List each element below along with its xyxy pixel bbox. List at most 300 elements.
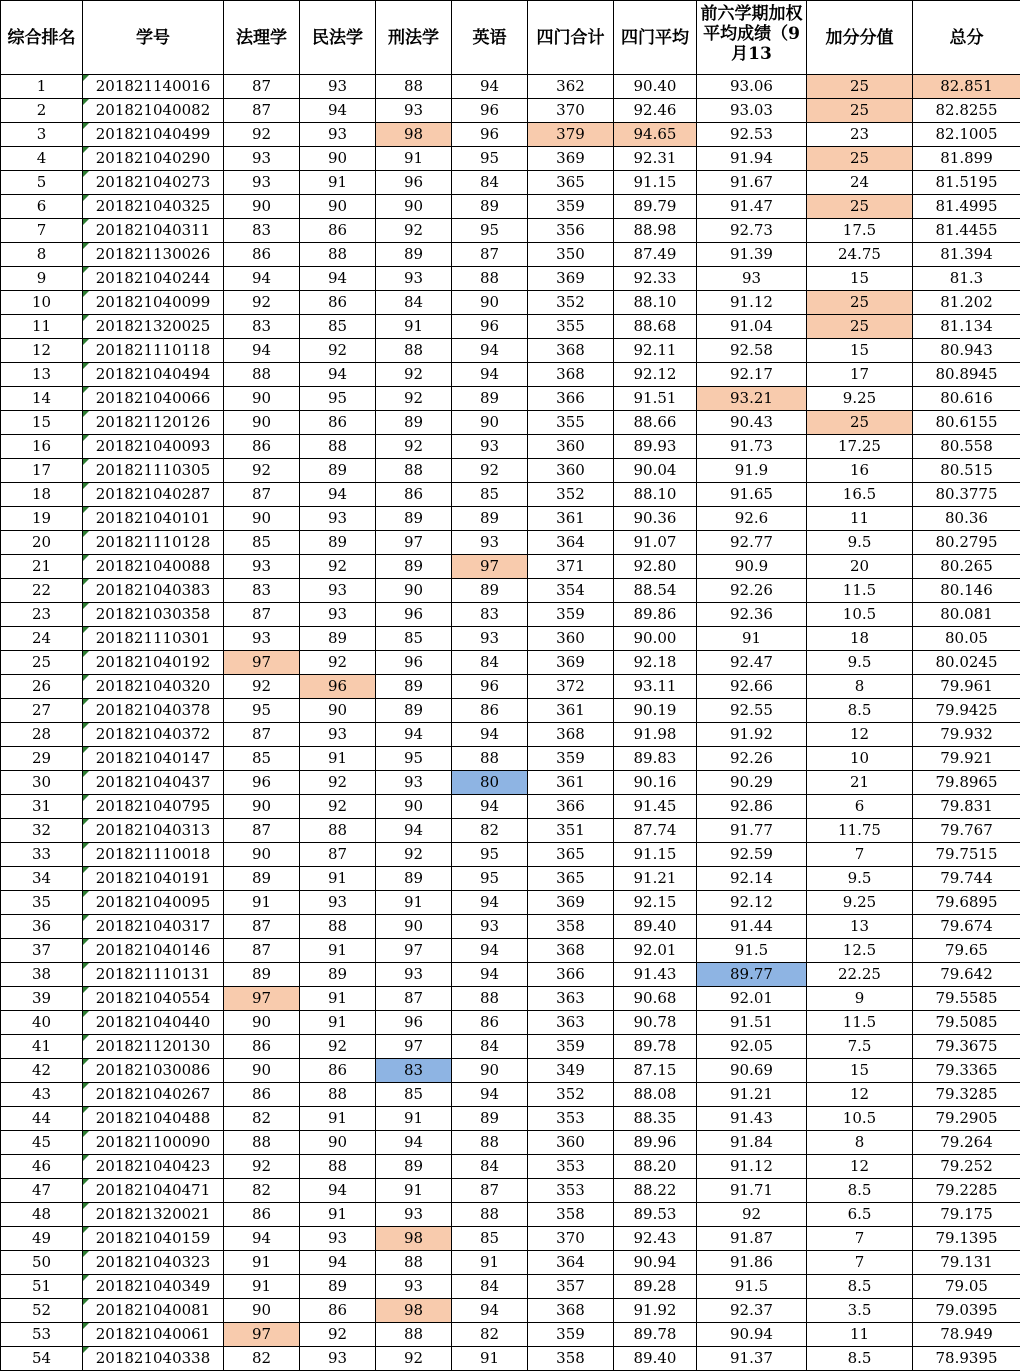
criminal-law-cell[interactable]: 92 xyxy=(376,843,452,867)
civil-law-cell[interactable]: 94 xyxy=(300,483,376,507)
civil-law-cell[interactable]: 93 xyxy=(300,891,376,915)
rank-cell[interactable]: 43 xyxy=(1,1083,83,1107)
civil-law-cell[interactable]: 86 xyxy=(300,291,376,315)
student-id-cell[interactable]: 201821040795 xyxy=(83,795,224,819)
weighted-gpa-cell[interactable]: 91.5 xyxy=(697,939,807,963)
civil-law-cell[interactable]: 90 xyxy=(300,1131,376,1155)
rank-cell[interactable]: 9 xyxy=(1,267,83,291)
weighted-gpa-cell[interactable]: 93.03 xyxy=(697,99,807,123)
student-id-cell[interactable]: 201821320021 xyxy=(83,1203,224,1227)
english-cell[interactable]: 93 xyxy=(452,435,528,459)
bonus-cell[interactable]: 7 xyxy=(807,1227,913,1251)
bonus-cell[interactable]: 11 xyxy=(807,1323,913,1347)
four-total-cell[interactable]: 358 xyxy=(528,915,614,939)
english-cell[interactable]: 88 xyxy=(452,987,528,1011)
total-score-cell[interactable]: 79.3285 xyxy=(913,1083,1020,1107)
four-average-cell[interactable]: 92.46 xyxy=(614,99,697,123)
four-average-cell[interactable]: 91.98 xyxy=(614,723,697,747)
four-total-cell[interactable]: 360 xyxy=(528,459,614,483)
total-score-cell[interactable]: 79.05 xyxy=(913,1275,1020,1299)
student-id-cell[interactable]: 201821040191 xyxy=(83,867,224,891)
jurisprudence-cell[interactable]: 90 xyxy=(224,1059,300,1083)
english-cell[interactable]: 95 xyxy=(452,147,528,171)
four-total-cell[interactable]: 369 xyxy=(528,147,614,171)
criminal-law-cell[interactable]: 88 xyxy=(376,1323,452,1347)
weighted-gpa-cell[interactable]: 93.21 xyxy=(697,387,807,411)
english-cell[interactable]: 92 xyxy=(452,459,528,483)
jurisprudence-cell[interactable]: 92 xyxy=(224,675,300,699)
criminal-law-cell[interactable]: 96 xyxy=(376,651,452,675)
civil-law-cell[interactable]: 88 xyxy=(300,1083,376,1107)
total-score-cell[interactable]: 80.943 xyxy=(913,339,1020,363)
civil-law-cell[interactable]: 88 xyxy=(300,243,376,267)
english-cell[interactable]: 84 xyxy=(452,651,528,675)
four-total-cell[interactable]: 365 xyxy=(528,867,614,891)
weighted-gpa-cell[interactable]: 92.05 xyxy=(697,1035,807,1059)
civil-law-cell[interactable]: 91 xyxy=(300,987,376,1011)
total-score-cell[interactable]: 80.36 xyxy=(913,507,1020,531)
civil-law-cell[interactable]: 94 xyxy=(300,363,376,387)
english-cell[interactable]: 95 xyxy=(452,843,528,867)
english-cell[interactable]: 94 xyxy=(452,339,528,363)
weighted-gpa-cell[interactable]: 91.92 xyxy=(697,723,807,747)
student-id-cell[interactable]: 201821040290 xyxy=(83,147,224,171)
jurisprudence-cell[interactable]: 94 xyxy=(224,267,300,291)
rank-cell[interactable]: 27 xyxy=(1,699,83,723)
student-id-cell[interactable]: 201821040287 xyxy=(83,483,224,507)
weighted-gpa-cell[interactable]: 91.39 xyxy=(697,243,807,267)
total-score-cell[interactable]: 78.9395 xyxy=(913,1347,1020,1371)
jurisprudence-cell[interactable]: 87 xyxy=(224,819,300,843)
bonus-cell[interactable]: 11.5 xyxy=(807,1011,913,1035)
four-average-cell[interactable]: 92.12 xyxy=(614,363,697,387)
student-id-cell[interactable]: 201821040081 xyxy=(83,1299,224,1323)
jurisprudence-cell[interactable]: 91 xyxy=(224,891,300,915)
jurisprudence-cell[interactable]: 85 xyxy=(224,531,300,555)
english-cell[interactable]: 94 xyxy=(452,963,528,987)
total-score-cell[interactable]: 80.05 xyxy=(913,627,1020,651)
civil-law-cell[interactable]: 90 xyxy=(300,699,376,723)
rank-cell[interactable]: 8 xyxy=(1,243,83,267)
civil-law-cell[interactable]: 92 xyxy=(300,771,376,795)
weighted-gpa-cell[interactable]: 90.43 xyxy=(697,411,807,435)
four-average-cell[interactable]: 94.65 xyxy=(614,123,697,147)
jurisprudence-cell[interactable]: 89 xyxy=(224,963,300,987)
weighted-gpa-cell[interactable]: 90.69 xyxy=(697,1059,807,1083)
bonus-cell[interactable]: 12 xyxy=(807,723,913,747)
criminal-law-cell[interactable]: 88 xyxy=(376,459,452,483)
jurisprudence-cell[interactable]: 86 xyxy=(224,435,300,459)
weighted-gpa-cell[interactable]: 92.12 xyxy=(697,891,807,915)
bonus-cell[interactable]: 9.5 xyxy=(807,531,913,555)
four-total-cell[interactable]: 356 xyxy=(528,219,614,243)
rank-cell[interactable]: 47 xyxy=(1,1179,83,1203)
total-score-cell[interactable]: 81.134 xyxy=(913,315,1020,339)
rank-cell[interactable]: 5 xyxy=(1,171,83,195)
jurisprudence-cell[interactable]: 97 xyxy=(224,987,300,1011)
civil-law-cell[interactable]: 90 xyxy=(300,147,376,171)
weighted-gpa-cell[interactable]: 91.44 xyxy=(697,915,807,939)
total-score-cell[interactable]: 81.4455 xyxy=(913,219,1020,243)
jurisprudence-cell[interactable]: 88 xyxy=(224,1131,300,1155)
header-student-id[interactable]: 学号 xyxy=(83,1,224,75)
jurisprudence-cell[interactable]: 87 xyxy=(224,483,300,507)
bonus-cell[interactable]: 8 xyxy=(807,1131,913,1155)
weighted-gpa-cell[interactable]: 91.47 xyxy=(697,195,807,219)
student-id-cell[interactable]: 201821040554 xyxy=(83,987,224,1011)
four-total-cell[interactable]: 352 xyxy=(528,483,614,507)
criminal-law-cell[interactable]: 90 xyxy=(376,195,452,219)
bonus-cell[interactable]: 9.25 xyxy=(807,891,913,915)
civil-law-cell[interactable]: 91 xyxy=(300,1011,376,1035)
criminal-law-cell[interactable]: 93 xyxy=(376,267,452,291)
four-total-cell[interactable]: 351 xyxy=(528,819,614,843)
jurisprudence-cell[interactable]: 90 xyxy=(224,507,300,531)
weighted-gpa-cell[interactable]: 92.59 xyxy=(697,843,807,867)
civil-law-cell[interactable]: 91 xyxy=(300,1107,376,1131)
english-cell[interactable]: 87 xyxy=(452,243,528,267)
civil-law-cell[interactable]: 93 xyxy=(300,603,376,627)
jurisprudence-cell[interactable]: 83 xyxy=(224,315,300,339)
four-total-cell[interactable]: 359 xyxy=(528,1035,614,1059)
rank-cell[interactable]: 54 xyxy=(1,1347,83,1371)
jurisprudence-cell[interactable]: 93 xyxy=(224,147,300,171)
criminal-law-cell[interactable]: 89 xyxy=(376,699,452,723)
student-id-cell[interactable]: 201821040147 xyxy=(83,747,224,771)
civil-law-cell[interactable]: 91 xyxy=(300,747,376,771)
bonus-cell[interactable]: 8 xyxy=(807,675,913,699)
english-cell[interactable]: 88 xyxy=(452,267,528,291)
english-cell[interactable]: 93 xyxy=(452,915,528,939)
criminal-law-cell[interactable]: 89 xyxy=(376,243,452,267)
four-total-cell[interactable]: 370 xyxy=(528,1227,614,1251)
four-average-cell[interactable]: 87.15 xyxy=(614,1059,697,1083)
four-total-cell[interactable]: 362 xyxy=(528,75,614,99)
student-id-cell[interactable]: 201821040317 xyxy=(83,915,224,939)
rank-cell[interactable]: 39 xyxy=(1,987,83,1011)
english-cell[interactable]: 83 xyxy=(452,603,528,627)
header-four-average[interactable]: 四门平均 xyxy=(614,1,697,75)
weighted-gpa-cell[interactable]: 91.71 xyxy=(697,1179,807,1203)
rank-cell[interactable]: 19 xyxy=(1,507,83,531)
jurisprudence-cell[interactable]: 86 xyxy=(224,1035,300,1059)
jurisprudence-cell[interactable]: 82 xyxy=(224,1107,300,1131)
rank-cell[interactable]: 10 xyxy=(1,291,83,315)
bonus-cell[interactable]: 17.5 xyxy=(807,219,913,243)
four-average-cell[interactable]: 89.78 xyxy=(614,1035,697,1059)
rank-cell[interactable]: 22 xyxy=(1,579,83,603)
four-average-cell[interactable]: 90.19 xyxy=(614,699,697,723)
total-score-cell[interactable]: 79.65 xyxy=(913,939,1020,963)
total-score-cell[interactable]: 79.3675 xyxy=(913,1035,1020,1059)
student-id-cell[interactable]: 201821040383 xyxy=(83,579,224,603)
rank-cell[interactable]: 25 xyxy=(1,651,83,675)
four-average-cell[interactable]: 88.22 xyxy=(614,1179,697,1203)
four-total-cell[interactable]: 365 xyxy=(528,171,614,195)
jurisprudence-cell[interactable]: 83 xyxy=(224,579,300,603)
four-total-cell[interactable]: 359 xyxy=(528,603,614,627)
total-score-cell[interactable]: 80.081 xyxy=(913,603,1020,627)
rank-cell[interactable]: 21 xyxy=(1,555,83,579)
rank-cell[interactable]: 18 xyxy=(1,483,83,507)
weighted-gpa-cell[interactable]: 93 xyxy=(697,267,807,291)
rank-cell[interactable]: 28 xyxy=(1,723,83,747)
civil-law-cell[interactable]: 96 xyxy=(300,675,376,699)
bonus-cell[interactable]: 3.5 xyxy=(807,1299,913,1323)
weighted-gpa-cell[interactable]: 92.66 xyxy=(697,675,807,699)
bonus-cell[interactable]: 23 xyxy=(807,123,913,147)
four-average-cell[interactable]: 88.10 xyxy=(614,483,697,507)
bonus-cell[interactable]: 25 xyxy=(807,411,913,435)
english-cell[interactable]: 84 xyxy=(452,1155,528,1179)
four-average-cell[interactable]: 91.92 xyxy=(614,1299,697,1323)
four-average-cell[interactable]: 92.11 xyxy=(614,339,697,363)
criminal-law-cell[interactable]: 89 xyxy=(376,675,452,699)
four-total-cell[interactable]: 363 xyxy=(528,987,614,1011)
bonus-cell[interactable]: 12 xyxy=(807,1155,913,1179)
four-average-cell[interactable]: 89.40 xyxy=(614,1347,697,1371)
rank-cell[interactable]: 1 xyxy=(1,75,83,99)
four-total-cell[interactable]: 363 xyxy=(528,1011,614,1035)
jurisprudence-cell[interactable]: 82 xyxy=(224,1179,300,1203)
weighted-gpa-cell[interactable]: 90.94 xyxy=(697,1323,807,1347)
english-cell[interactable]: 89 xyxy=(452,579,528,603)
bonus-cell[interactable]: 25 xyxy=(807,315,913,339)
total-score-cell[interactable]: 80.3775 xyxy=(913,483,1020,507)
four-total-cell[interactable]: 368 xyxy=(528,939,614,963)
total-score-cell[interactable]: 79.6895 xyxy=(913,891,1020,915)
rank-cell[interactable]: 31 xyxy=(1,795,83,819)
four-total-cell[interactable]: 353 xyxy=(528,1107,614,1131)
weighted-gpa-cell[interactable]: 92.17 xyxy=(697,363,807,387)
header-bonus[interactable]: 加分分值 xyxy=(807,1,913,75)
four-average-cell[interactable]: 93.11 xyxy=(614,675,697,699)
student-id-cell[interactable]: 201821040488 xyxy=(83,1107,224,1131)
four-total-cell[interactable]: 360 xyxy=(528,1131,614,1155)
total-score-cell[interactable]: 80.616 xyxy=(913,387,1020,411)
english-cell[interactable]: 95 xyxy=(452,219,528,243)
criminal-law-cell[interactable]: 96 xyxy=(376,1011,452,1035)
total-score-cell[interactable]: 79.831 xyxy=(913,795,1020,819)
weighted-gpa-cell[interactable]: 92.26 xyxy=(697,747,807,771)
header-english[interactable]: 英语 xyxy=(452,1,528,75)
civil-law-cell[interactable]: 92 xyxy=(300,795,376,819)
civil-law-cell[interactable]: 92 xyxy=(300,339,376,363)
total-score-cell[interactable]: 79.674 xyxy=(913,915,1020,939)
civil-law-cell[interactable]: 88 xyxy=(300,1155,376,1179)
criminal-law-cell[interactable]: 92 xyxy=(376,387,452,411)
jurisprudence-cell[interactable]: 93 xyxy=(224,555,300,579)
four-total-cell[interactable]: 366 xyxy=(528,387,614,411)
four-total-cell[interactable]: 358 xyxy=(528,1347,614,1371)
criminal-law-cell[interactable]: 87 xyxy=(376,987,452,1011)
four-total-cell[interactable]: 361 xyxy=(528,699,614,723)
four-total-cell[interactable]: 369 xyxy=(528,651,614,675)
four-average-cell[interactable]: 91.15 xyxy=(614,171,697,195)
total-score-cell[interactable]: 81.3 xyxy=(913,267,1020,291)
english-cell[interactable]: 89 xyxy=(452,507,528,531)
criminal-law-cell[interactable]: 93 xyxy=(376,99,452,123)
weighted-gpa-cell[interactable]: 92.53 xyxy=(697,123,807,147)
four-average-cell[interactable]: 88.20 xyxy=(614,1155,697,1179)
weighted-gpa-cell[interactable]: 91.51 xyxy=(697,1011,807,1035)
weighted-gpa-cell[interactable]: 90.29 xyxy=(697,771,807,795)
criminal-law-cell[interactable]: 98 xyxy=(376,123,452,147)
student-id-cell[interactable]: 201821040066 xyxy=(83,387,224,411)
civil-law-cell[interactable]: 89 xyxy=(300,459,376,483)
header-jurisprudence[interactable]: 法理学 xyxy=(224,1,300,75)
jurisprudence-cell[interactable]: 95 xyxy=(224,699,300,723)
four-total-cell[interactable]: 358 xyxy=(528,1203,614,1227)
four-average-cell[interactable]: 91.45 xyxy=(614,795,697,819)
four-average-cell[interactable]: 92.18 xyxy=(614,651,697,675)
four-average-cell[interactable]: 92.80 xyxy=(614,555,697,579)
jurisprudence-cell[interactable]: 85 xyxy=(224,747,300,771)
jurisprudence-cell[interactable]: 90 xyxy=(224,411,300,435)
four-total-cell[interactable]: 369 xyxy=(528,267,614,291)
total-score-cell[interactable]: 79.175 xyxy=(913,1203,1020,1227)
jurisprudence-cell[interactable]: 97 xyxy=(224,651,300,675)
total-score-cell[interactable]: 79.264 xyxy=(913,1131,1020,1155)
jurisprudence-cell[interactable]: 82 xyxy=(224,1347,300,1371)
criminal-law-cell[interactable]: 97 xyxy=(376,531,452,555)
header-weighted-gpa[interactable]: 前六学期加权平均成绩（9月13 xyxy=(697,1,807,75)
jurisprudence-cell[interactable]: 91 xyxy=(224,1275,300,1299)
weighted-gpa-cell[interactable]: 91.73 xyxy=(697,435,807,459)
student-id-cell[interactable]: 201821040244 xyxy=(83,267,224,291)
weighted-gpa-cell[interactable]: 92.47 xyxy=(697,651,807,675)
total-score-cell[interactable]: 79.5085 xyxy=(913,1011,1020,1035)
criminal-law-cell[interactable]: 90 xyxy=(376,795,452,819)
english-cell[interactable]: 88 xyxy=(452,1131,528,1155)
four-average-cell[interactable]: 89.78 xyxy=(614,1323,697,1347)
weighted-gpa-cell[interactable]: 93.06 xyxy=(697,75,807,99)
weighted-gpa-cell[interactable]: 92.55 xyxy=(697,699,807,723)
four-average-cell[interactable]: 90.78 xyxy=(614,1011,697,1035)
student-id-cell[interactable]: 201821030358 xyxy=(83,603,224,627)
weighted-gpa-cell[interactable]: 91.77 xyxy=(697,819,807,843)
student-id-cell[interactable]: 201821040093 xyxy=(83,435,224,459)
english-cell[interactable]: 84 xyxy=(452,171,528,195)
weighted-gpa-cell[interactable]: 91.94 xyxy=(697,147,807,171)
criminal-law-cell[interactable]: 98 xyxy=(376,1227,452,1251)
jurisprudence-cell[interactable]: 87 xyxy=(224,915,300,939)
weighted-gpa-cell[interactable]: 92.37 xyxy=(697,1299,807,1323)
four-total-cell[interactable]: 369 xyxy=(528,891,614,915)
rank-cell[interactable]: 50 xyxy=(1,1251,83,1275)
header-four-total[interactable]: 四门合计 xyxy=(528,1,614,75)
civil-law-cell[interactable]: 86 xyxy=(300,219,376,243)
civil-law-cell[interactable]: 93 xyxy=(300,1347,376,1371)
english-cell[interactable]: 95 xyxy=(452,867,528,891)
rank-cell[interactable]: 20 xyxy=(1,531,83,555)
bonus-cell[interactable]: 11 xyxy=(807,507,913,531)
rank-cell[interactable]: 34 xyxy=(1,867,83,891)
total-score-cell[interactable]: 79.3365 xyxy=(913,1059,1020,1083)
four-total-cell[interactable]: 372 xyxy=(528,675,614,699)
four-total-cell[interactable]: 361 xyxy=(528,507,614,531)
weighted-gpa-cell[interactable]: 92.14 xyxy=(697,867,807,891)
bonus-cell[interactable]: 16.5 xyxy=(807,483,913,507)
weighted-gpa-cell[interactable]: 92.73 xyxy=(697,219,807,243)
student-id-cell[interactable]: 201821040437 xyxy=(83,771,224,795)
jurisprudence-cell[interactable]: 90 xyxy=(224,195,300,219)
four-total-cell[interactable]: 350 xyxy=(528,243,614,267)
civil-law-cell[interactable]: 95 xyxy=(300,387,376,411)
four-total-cell[interactable]: 359 xyxy=(528,1323,614,1347)
bonus-cell[interactable]: 12 xyxy=(807,1083,913,1107)
criminal-law-cell[interactable]: 92 xyxy=(376,363,452,387)
civil-law-cell[interactable]: 86 xyxy=(300,1299,376,1323)
bonus-cell[interactable]: 16 xyxy=(807,459,913,483)
total-score-cell[interactable]: 78.949 xyxy=(913,1323,1020,1347)
total-score-cell[interactable]: 82.1005 xyxy=(913,123,1020,147)
criminal-law-cell[interactable]: 91 xyxy=(376,315,452,339)
total-score-cell[interactable]: 80.8945 xyxy=(913,363,1020,387)
student-id-cell[interactable]: 201821040061 xyxy=(83,1323,224,1347)
english-cell[interactable]: 94 xyxy=(452,363,528,387)
english-cell[interactable]: 94 xyxy=(452,1299,528,1323)
header-rank[interactable]: 综合排名 xyxy=(1,1,83,75)
criminal-law-cell[interactable]: 91 xyxy=(376,891,452,915)
student-id-cell[interactable]: 201821040311 xyxy=(83,219,224,243)
criminal-law-cell[interactable]: 93 xyxy=(376,1275,452,1299)
civil-law-cell[interactable]: 93 xyxy=(300,579,376,603)
student-id-cell[interactable]: 201821110301 xyxy=(83,627,224,651)
total-score-cell[interactable]: 82.851 xyxy=(913,75,1020,99)
english-cell[interactable]: 89 xyxy=(452,1107,528,1131)
english-cell[interactable]: 89 xyxy=(452,387,528,411)
total-score-cell[interactable]: 79.921 xyxy=(913,747,1020,771)
four-total-cell[interactable]: 355 xyxy=(528,315,614,339)
jurisprudence-cell[interactable]: 92 xyxy=(224,291,300,315)
student-id-cell[interactable]: 201821140016 xyxy=(83,75,224,99)
jurisprudence-cell[interactable]: 83 xyxy=(224,219,300,243)
english-cell[interactable]: 91 xyxy=(452,1347,528,1371)
criminal-law-cell[interactable]: 93 xyxy=(376,771,452,795)
student-id-cell[interactable]: 201821320025 xyxy=(83,315,224,339)
civil-law-cell[interactable]: 93 xyxy=(300,75,376,99)
rank-cell[interactable]: 29 xyxy=(1,747,83,771)
criminal-law-cell[interactable]: 88 xyxy=(376,339,452,363)
rank-cell[interactable]: 42 xyxy=(1,1059,83,1083)
bonus-cell[interactable]: 9 xyxy=(807,987,913,1011)
four-average-cell[interactable]: 91.07 xyxy=(614,531,697,555)
total-score-cell[interactable]: 80.146 xyxy=(913,579,1020,603)
weighted-gpa-cell[interactable]: 91.84 xyxy=(697,1131,807,1155)
four-average-cell[interactable]: 88.66 xyxy=(614,411,697,435)
jurisprudence-cell[interactable]: 91 xyxy=(224,1251,300,1275)
student-id-cell[interactable]: 201821040320 xyxy=(83,675,224,699)
four-total-cell[interactable]: 355 xyxy=(528,411,614,435)
student-id-cell[interactable]: 201821040146 xyxy=(83,939,224,963)
four-average-cell[interactable]: 88.10 xyxy=(614,291,697,315)
weighted-gpa-cell[interactable]: 91.86 xyxy=(697,1251,807,1275)
criminal-law-cell[interactable]: 86 xyxy=(376,483,452,507)
jurisprudence-cell[interactable]: 87 xyxy=(224,939,300,963)
bonus-cell[interactable]: 7.5 xyxy=(807,1035,913,1059)
total-score-cell[interactable]: 80.2795 xyxy=(913,531,1020,555)
student-id-cell[interactable]: 201821120126 xyxy=(83,411,224,435)
total-score-cell[interactable]: 79.1395 xyxy=(913,1227,1020,1251)
criminal-law-cell[interactable]: 85 xyxy=(376,627,452,651)
total-score-cell[interactable]: 80.558 xyxy=(913,435,1020,459)
student-id-cell[interactable]: 201821040095 xyxy=(83,891,224,915)
student-id-cell[interactable]: 201821040349 xyxy=(83,1275,224,1299)
english-cell[interactable]: 88 xyxy=(452,1203,528,1227)
rank-cell[interactable]: 38 xyxy=(1,963,83,987)
jurisprudence-cell[interactable]: 92 xyxy=(224,1155,300,1179)
